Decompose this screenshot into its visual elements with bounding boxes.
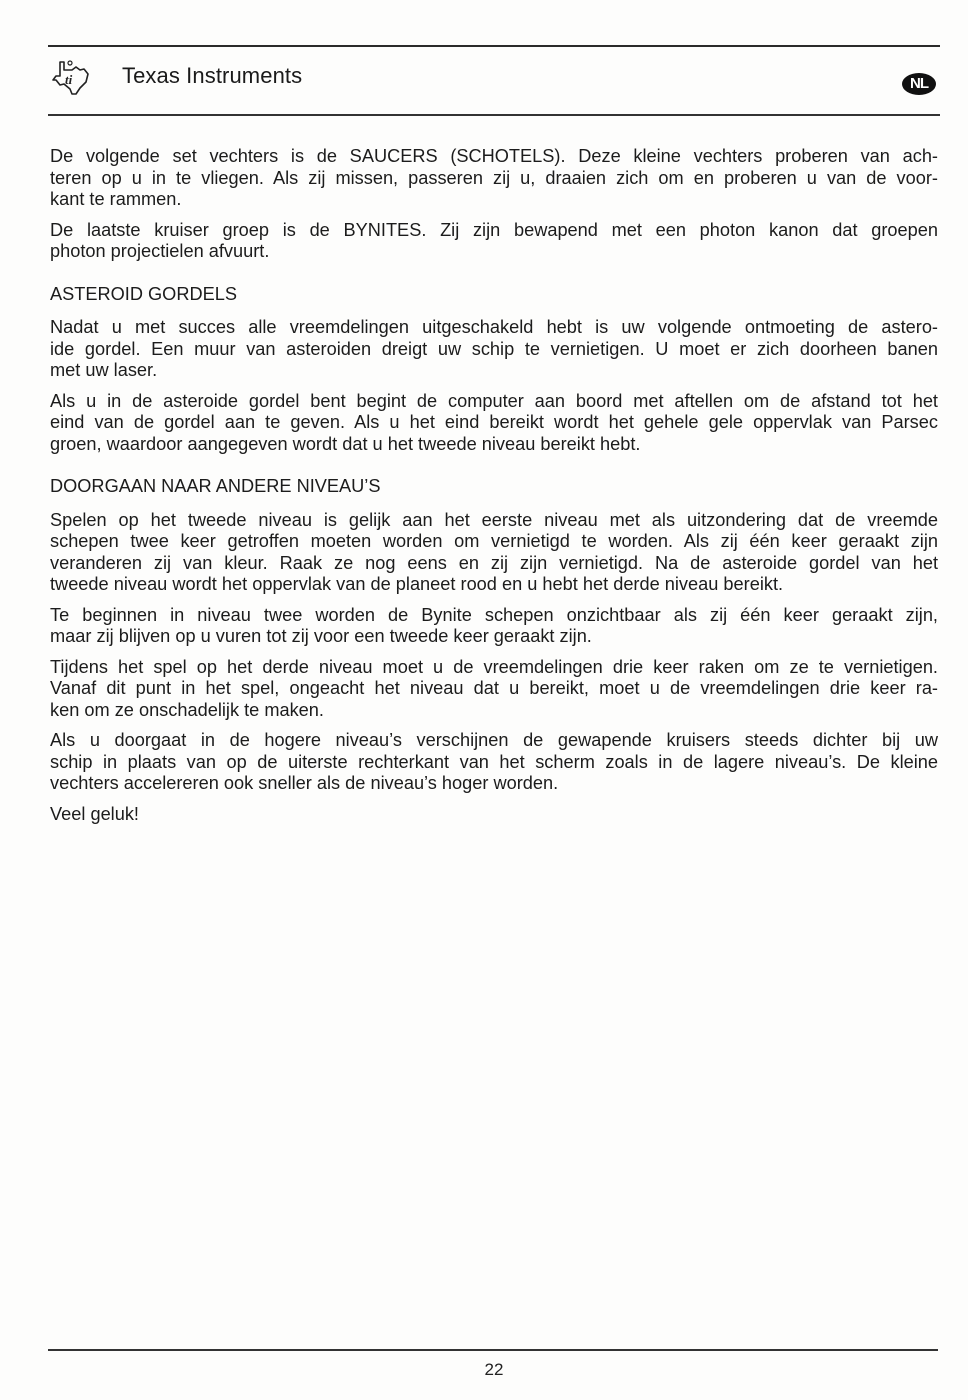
text-line: kant te rammen. (50, 189, 182, 209)
text-line: Veel geluk! (50, 803, 139, 824)
svg-text:ti: ti (65, 72, 73, 87)
paragraph (50, 220, 938, 263)
text-line: ken om ze onschadelijk te maken. (50, 699, 324, 720)
text-line: Als u in de asteroide gordel bent begint de computer aan boord met aftellen om de afstand tot het (50, 390, 938, 411)
text-line: tweede niveau wordt het oppervlak van de planeet rood en u hebt het derde niveau bereikt. (50, 574, 784, 594)
paragraph (50, 730, 938, 795)
text-line: vechters accelereren ook sneller als de niveau’s hoger worden. (50, 773, 559, 793)
levels-section (50, 476, 938, 825)
paragraph (50, 510, 938, 596)
footer-rule (48, 1349, 938, 1351)
text-line: met uw laser. (50, 360, 158, 380)
page-number: 22 (484, 1360, 504, 1379)
section-heading: DOORGAAN NAAR ANDERE NIVEAU’S (50, 476, 381, 496)
header-top-rule (48, 45, 940, 47)
header-bottom-rule (48, 114, 940, 116)
paragraph (50, 146, 938, 211)
text-line: veranderen zij van kleur. Raak ze nog eens en zij zijn vernietigd. Na de asteroide gordel van het (50, 552, 938, 573)
text-line: teren op u in te vliegen. Als zij missen, passeren zij u, draaien zich om en proberen u van de voor- (50, 167, 938, 188)
paragraph (50, 391, 938, 456)
section-heading: ASTEROID GORDELS (50, 283, 237, 304)
text-line: Te beginnen in niveau twee worden de Bynite schepen onzichtbaar als zij één keer geraakt zijn, (50, 604, 938, 625)
paragraph (50, 317, 938, 382)
language-badge-nl: NL (902, 73, 936, 95)
text-line: Nadat u met succes alle vreemdelingen uitgeschakeld hebt is uw volgende ontmoeting de astero- (50, 317, 938, 337)
text-line: maar zij blijven op u vuren tot zij voor een tweede keer geraakt zijn. (50, 626, 592, 646)
intro-section (50, 146, 938, 263)
text-line: Tijdens het spel op het derde niveau moet u de vreemdelingen drie keer raken om ze te vernietigen. (50, 656, 938, 677)
text-line: schip in plaats van op de uiterste rechterkant van het scherm zoals in de lagere niveau’s. De kleine (50, 751, 938, 772)
text-line: De laatste kruiser groep is de BYNITES. Zij zijn bewapend met een photon kanon dat groepen (50, 219, 938, 240)
brand-name: Texas Instruments (122, 63, 303, 88)
document-body (50, 146, 938, 834)
text-line: De volgende set vechters is de SAUCERS (SCHOTELS). Deze kleine vechters proberen van ach- (50, 146, 938, 166)
text-line: schepen twee keer getroffen moeten worden om vernietigd te worden. Als zij één keer geraakt zijn (50, 531, 938, 551)
text-line: Spelen op het tweede niveau is gelijk aan het eerste niveau met als uitzondering dat de vreemde (50, 509, 938, 530)
text-line: groen, waardoor aangegeven wordt dat u het tweede niveau bereikt hebt. (50, 433, 641, 454)
text-line: ide gordel. Een muur van asteroiden dreigt uw schip te vernietigen. U moet er zich doorheen banen (50, 338, 938, 359)
closing-paragraph (50, 804, 938, 826)
text-line: Als u doorgaat in de hogere niveau’s verschijnen de gewapende kruisers steeds dichter bij uw (50, 730, 938, 750)
paragraph (50, 657, 938, 722)
texas-instruments-logo-icon (50, 58, 96, 98)
paragraph (50, 605, 938, 648)
asteroid-section (50, 284, 938, 456)
text-line: photon projectielen afvuurt. (50, 241, 270, 261)
text-line: eind van de gordel aan te geven. Als u het eind bereikt wordt het gehele gele oppervlak van Parsec (50, 412, 938, 432)
text-line: Vanaf dit punt in het spel, ongeacht het niveau dat u bereikt, moet u de vreemdelingen drie keer ra- (50, 678, 938, 698)
